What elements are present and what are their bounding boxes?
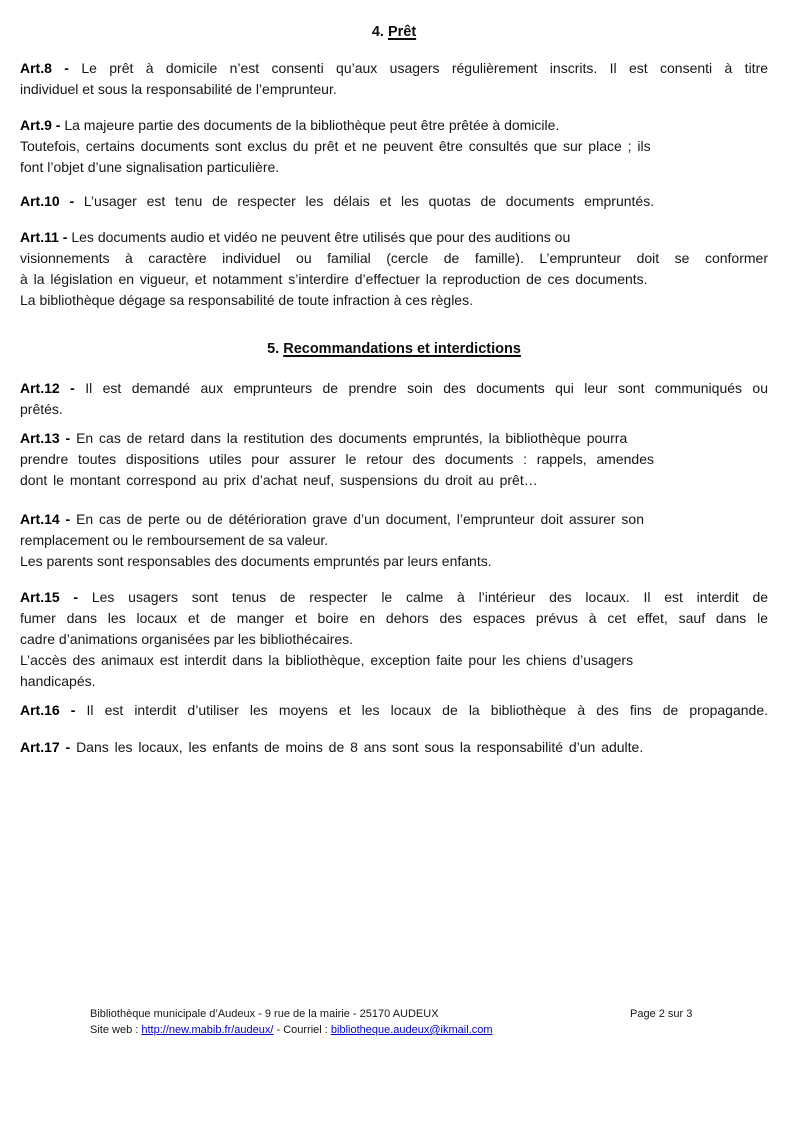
text-line: La bibliothèque dégage sa responsabilité de toute infraction à ces règles.	[20, 292, 473, 308]
article-label: Art.12 -	[20, 380, 75, 396]
article-label: Art.17 -	[20, 739, 71, 755]
text-line: dont le montant correspond au prix d’achat neuf, suspensions du droit au prêt…	[20, 472, 538, 488]
article-text: Il est demandé aux emprunteurs de prendre soin des documents qui leur sont communiqués ou	[85, 380, 769, 396]
article-text: Les documents audio et vidéo ne peuvent être utilisés que pour des auditions ou	[71, 229, 571, 245]
section-heading-pret	[20, 22, 768, 43]
article-text: La majeure partie des documents de la bibliothèque peut être prêtée à domicile.	[64, 117, 560, 133]
article-label: Art.13 -	[20, 430, 71, 446]
text-line: font l’objet d’une signalisation particulière.	[20, 159, 280, 175]
section-heading-recommandations	[20, 339, 768, 360]
site-web-label: Site web :	[90, 1024, 142, 1036]
section-number: 5.	[267, 341, 280, 357]
article-label: Art.14 -	[20, 511, 71, 527]
article-text: L’usager est tenu de respecter les délais et les quotas de documents empruntés.	[83, 193, 655, 209]
text-line	[20, 378, 768, 399]
text-line: handicapés.	[20, 673, 96, 689]
text-line: prêtés.	[20, 401, 63, 417]
text-line: visionnements à caractère individuel ou familial (cercle de famille). L’emprunteur doit se conformer	[20, 250, 768, 266]
article-text: Il est interdit d’utiliser les moyens et les locaux de la bibliothèque à des fins de propagande.	[86, 702, 769, 718]
text-line	[20, 191, 768, 212]
article-art10	[20, 191, 768, 212]
text-line: cadre d’animations organisées par les bibliothécaires.	[20, 631, 354, 647]
courriel-label: - Courriel :	[273, 1024, 331, 1036]
footer-address: Bibliothèque municipale d’Audeux - 9 rue de la mairie - 25170 AUDEUX	[90, 1008, 439, 1020]
article-label: Art.16 -	[20, 702, 76, 718]
article-label: Art.8 -	[20, 60, 69, 76]
text-line	[20, 227, 768, 248]
text-line	[20, 587, 768, 608]
section-number: 4.	[371, 24, 384, 40]
article-art12	[20, 378, 768, 420]
text-line: à la législation en vigueur, et notamment s’interdire d’effectuer la reproduction de ces documents.	[20, 271, 648, 287]
text-line: L’accès des animaux est interdit dans la bibliothèque, exception faite pour les chiens d’usagers	[20, 652, 634, 668]
article-label: Art.10 -	[20, 193, 75, 209]
text-line: prendre toutes dispositions utiles pour assurer le retour des documents : rappels, amendes	[20, 451, 654, 467]
page-number: Page 2 sur 3	[630, 1008, 693, 1020]
text-line: individuel et sous la responsabilité de l’emprunteur.	[20, 81, 337, 97]
article-art9	[20, 115, 768, 178]
article-text: En cas de perte ou de détérioration grave d’un document, l’emprunteur doit assurer son	[76, 511, 644, 527]
text-line	[20, 58, 768, 79]
text-line: remplacement ou le remboursement de sa valeur.	[20, 532, 329, 548]
text-line	[20, 509, 768, 530]
text-line	[20, 737, 768, 758]
email-link[interactable]: bibliotheque.audeux@ikmail.com	[330, 1024, 493, 1036]
article-label: Art.15 -	[20, 589, 79, 605]
article-art8	[20, 58, 768, 100]
document-content	[20, 22, 768, 758]
section-title: Recommandations et interdictions	[283, 341, 521, 357]
text-line: Toutefois, certains documents sont exclus du prêt et ne peuvent être consultés que sur place ; ils	[20, 138, 651, 154]
page-footer	[90, 1006, 730, 1038]
text-line: Les parents sont responsables des documents empruntés par leurs enfants.	[20, 553, 492, 569]
article-art17	[20, 737, 768, 758]
text-line	[20, 428, 768, 449]
article-text: Le prêt à domicile n’est consenti qu’aux usagers régulièrement inscrits. Il est consenti à titre	[81, 60, 769, 76]
article-label: Art.11 -	[20, 229, 68, 245]
footer-contact-line	[90, 1022, 730, 1038]
article-label: Art.9 -	[20, 117, 61, 133]
article-art14	[20, 509, 768, 572]
article-art16	[20, 700, 768, 721]
article-text: Les usagers sont tenus de respecter le calme à l’intérieur des locaux. Il est interdit de	[91, 589, 769, 605]
site-web-link[interactable]: http://new.mabib.fr/audeux/	[141, 1024, 274, 1036]
article-art13	[20, 428, 768, 491]
text-line	[20, 115, 768, 136]
section-title: Prêt	[387, 24, 417, 40]
article-art15	[20, 587, 768, 692]
article-text: Dans les locaux, les enfants de moins de 8 ans sont sous la responsabilité d’un adulte.	[76, 739, 644, 755]
article-art11	[20, 227, 768, 311]
text-line: fumer dans les locaux et de manger et boire en dehors des espaces prévus à cet effet, sauf dans le	[20, 610, 768, 626]
article-text: En cas de retard dans la restitution des documents empruntés, la bibliothèque pourra	[76, 430, 628, 446]
text-line	[20, 700, 768, 721]
